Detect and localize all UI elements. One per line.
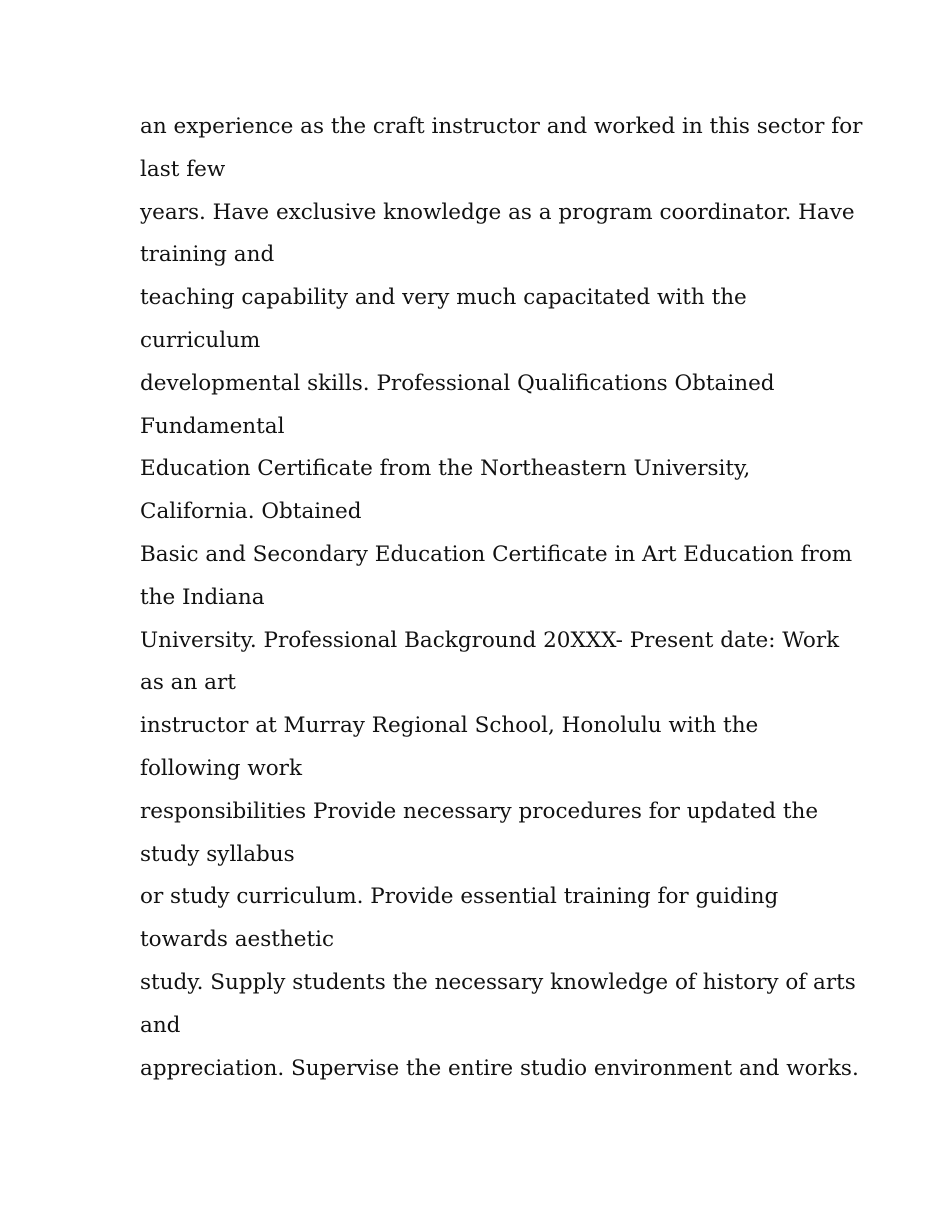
text-line: appreciation. Supervise the entire studio environment and works. xyxy=(140,1055,859,1081)
text-line: towards aesthetic xyxy=(140,927,335,953)
body-text xyxy=(140,106,863,1090)
text-line: an experience as the craft instructor and worked in this sector for xyxy=(140,114,863,139)
text-line: California. Obtained xyxy=(140,499,362,525)
text-line: study syllabus xyxy=(140,841,295,867)
text-line: last few xyxy=(140,156,226,182)
text-line: Fundamental xyxy=(140,413,285,439)
text-line: responsibilities Provide necessary procedures for updated the xyxy=(140,798,819,824)
text-line: curriculum xyxy=(140,327,261,353)
text-line: as an art xyxy=(140,670,236,696)
text-line: Education Certificate from the Northeastern University, xyxy=(140,456,751,482)
text-line: the Indiana xyxy=(140,584,265,610)
text-line: teaching capability and very much capacitated with the xyxy=(140,285,747,311)
text-line: and xyxy=(140,1012,181,1038)
text-line: developmental skills. Professional Qualifications Obtained xyxy=(140,370,775,396)
text-line: years. Have exclusive knowledge as a program coordinator. Have xyxy=(140,199,855,225)
text-line: training and xyxy=(140,242,275,268)
text-line: Basic and Secondary Education Certificate in Art Education from xyxy=(140,541,853,567)
text-line: study. Supply students the necessary knowledge of history of arts xyxy=(140,969,856,995)
text-line: instructor at Murray Regional School, Honolulu with the xyxy=(140,713,759,739)
text-line: or study curriculum. Provide essential training for guiding xyxy=(140,884,779,910)
text-line: following work xyxy=(140,755,302,781)
text-line: University. Professional Background 20XXX- Present date: Work xyxy=(140,627,840,653)
